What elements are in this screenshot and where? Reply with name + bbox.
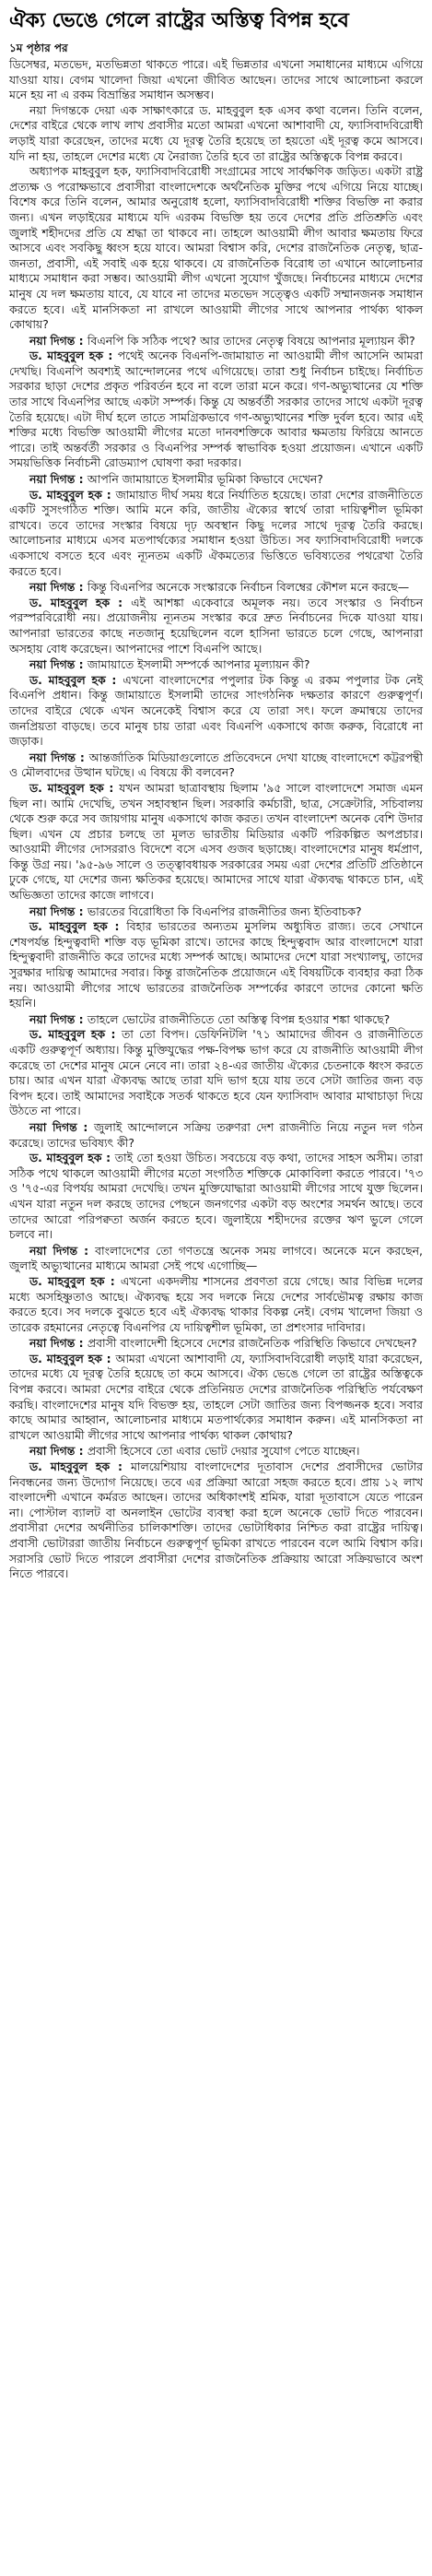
paragraph-text: আন্তর্জাতিক মিডিয়াগুলোতে প্রতিবেদনে দেখা যাচ্ছে বাংলাদেশে কট্টরপন্থী ও মৌলবাদের উত্থান ঘটছে। এ বিষয়ে কী বলবেন? [9, 750, 424, 780]
speaker-label: নয়া দিগন্ত : [29, 580, 88, 595]
speaker-label: ড. মাহবুবুল হক : [29, 780, 120, 795]
article-paragraph [9, 1012, 423, 1028]
paragraph-text: পথেই অনেক বিএনপি-জামায়াত না আওয়ামী লীগ আসেনি আমরা দেখছি। বিএনপি অবশ্যই আন্দোলনের পথে এগিয়েছে। তারা শুধু নির্বাচন চাইছে। নির্বাচিত সরকার ছাড়া দেশের প্রকৃত পরিবর্তন হবে না বলে তারা মনে করে। গণ-অভ্যুত্থানের যে শক্তি তার সাথে বিএনপির আছে একটা সম্পর্ক। কিন্তু যে অন্তর্বর্তী সরকার তাদের সাথে একটা দূরত্ব তৈরি হয়েছে। এটা দীর্ঘ হলে তাতে সামগ্রিকভাবে গণ-অভ্যুত্থানের শক্তি দুর্বল হবে। আর এই শক্তির মধ্যে বিভক্তি আওয়ামী লীগের মতো দানবশক্তিকে আবার ক্ষমতায় ফিরিয়ে আনতে পারে। তাই অন্তর্বর্তী সরকার ও বিএনপির সম্পর্ক স্বাভাবিক হওয়া প্রয়োজন। এখানে একটি সময়ভিত্তিক নির্বাচনী রোডম্যাপ ঘোষণা করা দরকার। [9, 349, 423, 470]
article-paragraph [9, 103, 423, 164]
headline: ঐক্য ভেঙে গেলে রাষ্ট্রের অস্তিত্ব বিপন্ন হবে [9, 9, 349, 32]
paragraph-text: কিন্তু বিএনপির অনেকে সংস্কারকে নির্বাচন বিলম্বের কৌশল মনে করছে— [87, 580, 410, 595]
paragraph-text: অধ্যাপক মাহবুবুল হক, ফ্যাসিবাদবিরোধী সংগ্রামের সাথে সার্বক্ষণিক জড়িত। একটা রাষ্ট্র প্রত্যক্ষ ও পরোক্ষভাবে প্রবাসীরা বাংলাদেশকে অর্থনৈতিক মুক্তির পথে এগিয়ে নিয়ে যাচ্ছে। বিশেষ করে তিনি বলেন, আমার অনুরোধ হলো, ফ্যাসিবাদবিরোধী শক্তির বিভক্তি না করার জন্য। এখন লড়াইয়ের মাধ্যমে যদি এরকম বিভক্তি হয় তবে দেশের প্রতি প্রতিশ্রুতি এবং জুলাই শহীদদের প্রতি যে শ্রদ্ধা তা থাকবে না। তাহলে আওয়ামী লীগ আবার ক্ষমতায় ফিরে আসবে এবং সবকিছু ধ্বংস হয়ে যাবে। আমরা বিশ্বাস করি, দেশের রাজনৈতিক নেতৃত্ব, ছাত্র-জনতা, প্রবাসী, এই সবাই এক হয়ে থাকবে। যে রাজনৈতিক বিরোধ তা এখানে আলোচনার মাধ্যমে সমাধান করা সম্ভব। আওয়ামী লীগ এখনো সুযোগ খুঁজছে। নির্বাচনের মাধ্যমে দেশের মানুষ যে দল ক্ষমতায় যাবে, যে যাবে না তাদের মতভেদ সত্ত্বেও একটি সম্মানজনক সমাধান করতে হবে। এই মানসিকতা না রাখলে আওয়ামী লীগের সাথে আপনার পার্থক্য থাকল কোথায়? [9, 164, 423, 332]
paragraph-text: আমরা এখনো আশাবাদী যে, ফ্যাসিবাদবিরোধী লড়াই যারা করেছেন, তাদের মধ্যে যে দূরত্ব তৈরি হয়েছে তা কমে আসবে। ঐক্য ভেঙে গেলে তা রাষ্ট্রের অস্তিত্বকে বিপন্ন করবে। আমরা দেশের বাইরে থেকে প্রতিনিয়ত দেশের রাজনৈতিক পরিস্থিতি পর্যবেক্ষণ করছি। বাংলাদেশের মানুষ যদি বিভক্ত হয়, তাহলে সেটা জাতির জন্য বিপজ্জনক হবে। সবার কাছে আমার আহ্বান, আলোচনার মাধ্যমে মতপার্থক্যের সমাধান করুন। এই মানসিকতা না রাখলে আওয়ামী লীগের সাথে আপনার পার্থক্য থাকল কোথায়? [9, 1351, 423, 1442]
continued-from-label: ১ম পৃষ্ঠার পর [9, 41, 68, 54]
paragraph-text: বাংলাদেশের তো গণতন্ত্রে অনেক সময় লাগবে। অনেকে মনে করছেন, জুলাই অভ্যুত্থানের মাধ্যমে আমরা সেই পথে এগোচ্ছি— [9, 1243, 423, 1273]
speaker-label: নয়া দিগন্ত : [29, 1011, 88, 1026]
article-body [9, 57, 423, 1582]
article-paragraph [9, 1336, 423, 1352]
article-paragraph [9, 488, 423, 580]
paragraph-text: তাহলে ভোটের রাজনীতিতে তো অস্তিত্ব বিপন্ন হওয়ার শঙ্কা থাকছে? [87, 1011, 391, 1026]
paragraph-text: নয়া দিগন্তকে দেয়া এক সাক্ষাৎকারে ড. মাহবুবুল হক এসব কথা বলেন। তিনি বলেন, দেশের বাইরে থেকে লাখ লাখ প্রবাসীর মতো আমরা এখনো আশাবাদী যে, ফ্যাসিবাদবিরোধী লড়াই যারা করেছেন, তাদের মধ্যে যে দূরত্ব তৈরি হয়েছে তা হয়তো এই দূরত্ব কমে আসবে। যদি না হয়, তাহলে দেশের মধ্যে যে নৈরাজ্য তৈরি হবে তা রাষ্ট্রের অস্তিত্বকে বিপন্ন করবে। [9, 102, 423, 163]
paragraph-text: জামায়াত দীর্ঘ সময় ধরে নির্যাতিত হয়েছে। তারা দেশের রাজনীতিতে একটি সুসংগঠিত শক্তি। আমি মনে করি, জাতীয় ঐক্যের স্বার্থে তারা দায়িত্বশীল ভূমিকা রাখবে। তবে তাদের সংস্কার বিষয়ে দৃঢ় অবস্থান কিছু দলের সাথে দূরত্ব তৈরি করছে। আলোচনার মাধ্যমে এসব মতপার্থক্যের সমাধান হওয়া উচিত। সব ফ্যাসিবাদবিরোধী দলকে একসাথে বসতে হবে এবং ন্যূনতম একটি ঐকমত্যের ভিত্তিতে ভবিষ্যতের পথরেখা তৈরি করতে হবে। [9, 487, 423, 578]
article-paragraph [9, 1444, 423, 1459]
speaker-label: নয়া দিগন্ত : [29, 904, 88, 918]
article-paragraph [9, 1274, 423, 1335]
article-paragraph [9, 596, 423, 656]
article-paragraph [9, 1027, 423, 1119]
paragraph-text: ডিসেম্বর, মতভেদ, মতভিন্নতা থাকতে পারে। এই ভিন্নতার এখনো সমাধানের মাধ্যমে এগিয়ে যাওয়া যায়। বেগম খালেদা জিয়া এখনো জীবিত আছেন। তাদের সাথে আলোচনা করলে মনে হয় না এ রকম বিভ্রান্তির সমাধান অসম্ভব। [9, 57, 423, 102]
paragraph-text: বিএনপি কি সঠিক পথে? আর তাদের নেতৃত্ব বিষয়ে আপনার মূল্যায়ন কী? [87, 333, 415, 348]
article-paragraph [9, 1120, 423, 1151]
article-paragraph [9, 673, 423, 750]
article-paragraph [9, 349, 423, 471]
paragraph-text: যখন আমরা ছাত্রাবস্থায় ছিলাম '৯৫ সালে বাংলাদেশে সমাজ এমন ছিল না। আমি দেখেছি, তখন সহাবস্থান ছিল। সরকারি কর্মচারী, ছাত্র, সেক্রেটারি, সচিবালয় থেকে শুরু করে সব জায়গায় মানুষ একসাথে কাজ করত। তখন বাংলাদেশ অনেক বেশি উদার ছিল। এখন যে প্রচার চলছে তা মূলত ভারতীয় মিডিয়ার একটি পরিকল্পিত অপপ্রচার। আওয়ামী লীগের দোসররাও বিদেশে বসে এসব গুজব ছড়াচ্ছে। বাংলাদেশের মানুষ ধর্মপ্রাণ, কিন্তু উগ্র নয়। '৯৫-৯৬ সালে ও তত্ত্বাবধায়ক সরকারের সময় এরা দেশের প্রতিটি প্রতিষ্ঠানে ঢুকে গেছে, যা দেশের জন্য ক্ষতিকর হয়েছে। আমাদের সাথে যারা ঐক্যবদ্ধ থাকতে চান, এই অভিজ্ঞতা তাদের কাজে লাগবে। [9, 780, 423, 903]
article-paragraph [9, 57, 423, 103]
paragraph-text: জামায়াতে ইসলামী সম্পর্কে আপনার মূল্যায়ন কী? [87, 657, 310, 672]
paragraph-text: এখনো একদলীয় শাসনের প্রবণতা রয়ে গেছে। আর বিভিন্ন দলের মধ্যে অসহিষ্ণুতাও আছে। ঐক্যবদ্ধ হয়ে সব দলকে নিয়ে দেশের সার্বভৌমত্ব রক্ষায় কাজ করতে হবে। সব দলকে বুঝতে হবে এই ঐক্যবদ্ধ থাকার বিকল্প নেই। বেগম খালেদা জিয়া ও তারেক রহমানের নেতৃত্বে বিএনপির যে দায়িত্বশীল ভূমিকা, তা প্রশংসার দাবিদার। [9, 1273, 423, 1334]
speaker-label: নয়া দিগন্ত : [29, 333, 88, 348]
speaker-label: ড. মাহবুবুল হক : [29, 349, 118, 363]
speaker-label: নয়া দিগন্ত : [29, 1444, 88, 1459]
article-paragraph [9, 904, 423, 920]
speaker-label: নয়া দিগন্ত : [29, 657, 88, 672]
paragraph-text: প্রবাসী বাংলাদেশী হিসেবে দেশের রাজনৈতিক পরিস্থিতি কিভাবে দেখছেন? [87, 1336, 417, 1351]
article-paragraph [9, 1459, 423, 1582]
paragraph-text: আপনি জামায়াতে ইসলামীর ভূমিকা কিভাবে দেখেন? [87, 472, 323, 487]
paragraph-text: তাই তো হওয়া উচিত। সবচেয়ে বড় কথা, তাদের সাহস অসীম। তারা সঠিক পথে থাকলে আওয়ামী লীগের মতো সংগঠিত শক্তিকে মোকাবিলা করতে পারবে। '৭৩ ও '৭৫-এর বিপর্যয় আমরা দেখেছি। তখন মুক্তিযোদ্ধারা আওয়ামী লীগের সাথে যুক্ত ছিলেন। এখন যারা নতুন দল করছে তাদের পেছনে জনগণের একটা বড় অংশের সমর্থন আছে। তবে তাদের আরো পরিপক্বতা অর্জন করতে হবে। জুলাইয়ে শহীদদের রক্তের ঋণ ভুলে গেলে চলবে না। [9, 1151, 423, 1242]
speaker-label: ড. মাহবুবুল হক : [29, 672, 123, 687]
article-paragraph [9, 1151, 423, 1243]
speaker-label: ড. মাহবুবুল হক : [29, 919, 127, 934]
article-paragraph [9, 334, 423, 349]
paragraph-text: বিহার ভারতের অন্যতম মুসলিম অধ্যুষিত রাজ্য। তবে সেখানে শেষপর্যন্ত হিন্দুত্ববাদী শক্তি বড় ভূমিকা রাখে। তাদের কাছে হিন্দুত্ববাদ আর বাংলাদেশে যারা হিন্দুত্ববাদী রাজনীতি করে তাদের মধ্যে সম্পর্ক আছে। আমাদের দেশে যারা সংখ্যালঘু, তাদের সুরক্ষার দায়িত্ব আমাদের সবার। কিন্তু রাজনৈতিক প্রয়োজনে এই বিষয়টিকে ব্যবহার করা ঠিক নয়। আওয়ামী লীগের সাথে ভারতের রাজনৈতিক সম্পর্কের কারণে তাদের কোনো ক্ষতি হয়নি। [9, 919, 423, 1010]
paragraph-text: জুলাই আন্দোলনে সক্রিয় তরুণরা দেশ রাজনীতি নিয়ে নতুন দল গঠন করেছে। তাদের ভবিষ্যৎ কী? [9, 1119, 423, 1150]
article-paragraph [9, 1352, 423, 1444]
speaker-label: ড. মাহবুবুল হক : [29, 1351, 116, 1365]
speaker-label: নয়া দিগন্ত : [29, 1243, 96, 1258]
paragraph-text: ভারতের বিরোধিতা কি বিএনপির রাজনীতির জন্য ইতিবাচক? [87, 904, 362, 918]
speaker-label: নয়া দিগন্ত : [29, 1119, 94, 1134]
article-paragraph [9, 472, 423, 488]
speaker-label: ড. মাহবুবুল হক : [29, 1027, 122, 1042]
speaker-label: নয়া দিগন্ত : [29, 472, 88, 487]
paragraph-text: মালয়েশিয়ায় বাংলাদেশের দূতাবাস দেশের প্রবাসীদের ভোটার নিবন্ধনের জন্য উদ্যোগ নিয়েছে। তবে এর প্রক্রিয়া আরো সহজ করতে হবে। প্রায় ১২ লাখ বাংলাদেশী এখানে কর্মরত আছেন। তাদের অধিকাংশই শ্রমিক, যারা দূতাবাসে যেতে পারেন না। পোস্টাল ব্যালট বা অনলাইন ভোটের ব্যবস্থা করা হলে অনেকে ভোট দিতে পারবেন। প্রবাসীরা দেশের অর্থনীতির চালিকাশক্তি। তাদের ভোটাধিকার নিশ্চিত করা রাষ্ট্রের দায়িত্ব। প্রবাসী ভোটাররা জাতীয় নির্বাচনে গুরুত্বপূর্ণ ভূমিকা রাখতে পারবেন বলে আমি বিশ্বাস করি। সরাসরি ভোট দিতে পারলে প্রবাসীরা দেশের রাজনৈতিক প্রক্রিয়ায় আরো সক্রিয়ভাবে অংশ নিতে পারবে। [9, 1459, 423, 1581]
article-paragraph [9, 1244, 423, 1274]
speaker-label: ড. মাহবুবুল হক : [29, 1151, 115, 1165]
article-paragraph [9, 781, 423, 904]
article-paragraph [9, 164, 423, 333]
speaker-label: নয়া দিগন্ত : [29, 1336, 88, 1351]
speaker-label: ড. মাহবুবুল হক : [29, 487, 116, 502]
article-paragraph [9, 750, 423, 781]
article-paragraph [9, 657, 423, 673]
speaker-label: ড. মাহবুবুল হক : [29, 1273, 121, 1288]
speaker-label: ড. মাহবুবুল হক : [29, 1459, 131, 1474]
speaker-label: নয়া দিগন্ত : [29, 750, 89, 764]
speaker-label: ড. মাহবুবুল হক : [29, 595, 132, 609]
paragraph-text: এখনো বাংলাদেশের পপুলার টক কিন্তু এ রকম পপুলার টক নেই বিএনপি প্রধান। কিন্তু জামায়াতে ইসলামী তাদের সাংগঠনিক দক্ষতার কারণে গুরুত্বপূর্ণ। তাদের বাইরে থেকে এখন অনেকেই বিশ্বাস করে যে তারা সৎ। ফলে ক্রমান্বয়ে তাদের জনপ্রিয়তা বাড়ছে। তবে মানুষ চায় তারা এবং বিএনপি একসাথে কাজ করুক, বিরোধে না জড়াক। [9, 672, 423, 749]
article-paragraph [9, 580, 423, 596]
paragraph-text: এই আশঙ্কা একেবারে অমূলক নয়। তবে সংস্কার ও নির্বাচন পরস্পরবিরোধী নয়। প্রয়োজনীয় ন্যূনতম সংস্কার করে দ্রুত নির্বাচনের দিকে যাওয়া যায়। আপনারা ভারতের কাছে নতজানু হয়েছিলেন বলে হাসিনা ভারতে চলে গেছে, আপনারা অসহায় বোধ করেছেন। আপনাদের পাশে বিএনপি আছে। [9, 595, 423, 656]
paragraph-text: প্রবাসী হিসেবে তো এবার ভোট দেয়ার সুযোগ পেতে যাচ্ছেন। [87, 1444, 360, 1459]
article-paragraph [9, 919, 423, 1011]
paragraph-text: তা তো বিপদ। ডেফিনিটলি '৭১ আমাদের জীবন ও রাজনীতিতে একটি গুরুত্বপূর্ণ অধ্যায়। কিন্তু মুক্তিযুদ্ধের পক্ষ-বিপক্ষ ভাগ করে যে রাজনীতি আওয়ামী লীগ করেছে তা দেশের মানুষ মেনে নেবে না। তারা ২৪-এর জাতীয় ঐক্যের চেতনাকে ধ্বংস করতে চায়। আর এখন যারা ঐক্যবদ্ধ আছে তারা যদি ভাগ হয়ে যায় তবে সেটা জাতির জন্য বড় বিপদ হবে। তাই আমাদের সবাইকে সতর্ক থাকতে হবে যেন ফ্যাসিবাদ আবার মাথাচাড়া দিয়ে উঠতে না পারে। [9, 1027, 423, 1118]
